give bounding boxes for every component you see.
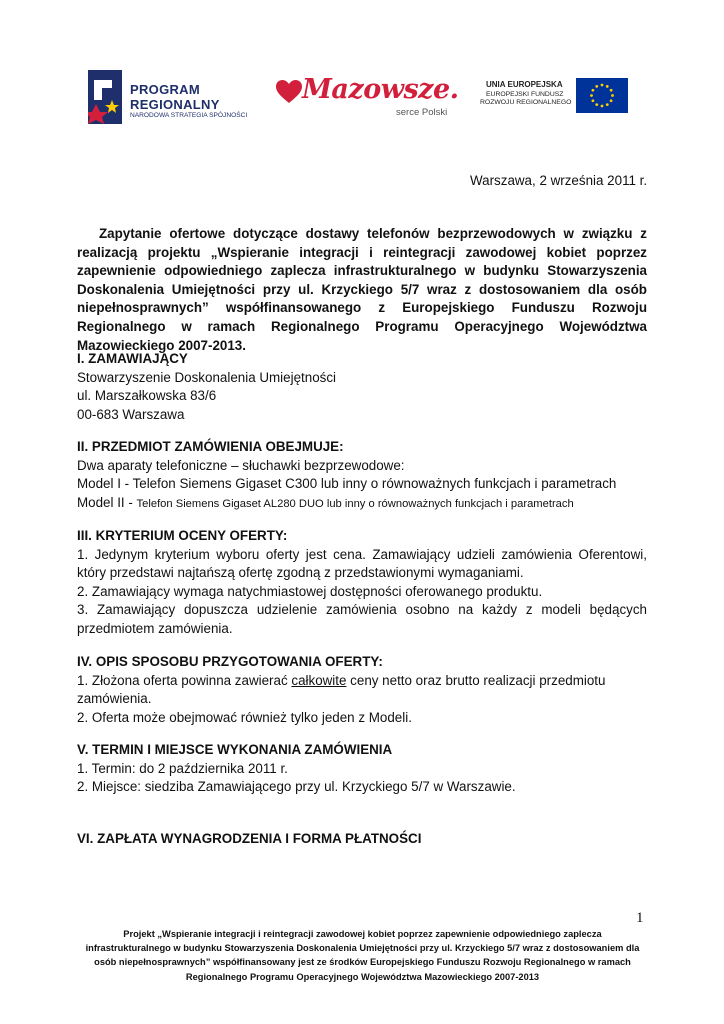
intro-text: Zapytanie ofertowe dotyczące dostawy telefonów bezprzewodowych w związku z realizacją projektu „Wspieranie integracji i reintegracji zawodowej kobiet poprzez zapewnienie odpowiedniego zaplecza infrastrukturalnego w budynku Stowarzyszenia Doskonalenia Umiejętności przy ul. Krzyckiego 5/7 wraz z dostosowaniem dla osób niepełnosprawnych” współfinansowanego z Europejskiego Funduszu Rozwoju Regionalnego w ramach Regionalnego Programu Operacyjnego Województwa Mazowieckiego 2007-2013.: [77, 226, 647, 353]
mazowsze-tagline: serce Polski: [396, 107, 448, 118]
section-6-heading: VI. ZAPŁATA WYNAGRODZENIA I FORMA PŁATNOŚCI: [77, 831, 422, 846]
eu-line3: ROZWOJU REGIONALNEGO: [480, 99, 572, 106]
kryterium-point-2: 2. Zamawiający wymaga natychmiastowej dostępności oferowanego produktu.: [77, 583, 543, 599]
section-opis: [77, 653, 647, 727]
model-2-prefix: Model II -: [77, 494, 137, 510]
eu-star-icon: [610, 89, 613, 92]
program-regionalny-emblem-icon: [88, 70, 122, 124]
termin-point-2: 2. Miejsce: siedziba Zamawiającego przy ul. Krzyckiego 5/7 w Warszawie.: [77, 779, 516, 795]
przedmiot-intro: Dwa aparaty telefoniczne – słuchawki bezprzewodowe:: [77, 457, 405, 473]
section-termin: [77, 741, 647, 797]
logo-left-line1: PROGRAM: [130, 82, 200, 97]
section-4-heading: IV. OPIS SPOSOBU PRZYGOTOWANIA OFERTY:: [77, 654, 383, 669]
logo-mazowsze: [276, 74, 459, 122]
footer-note: Projekt „Wspieranie integracji i reintegracji zawodowej kobiet poprzez zapewnienie odpowiedniego zaplecza infrastrukturalnego w budynku Stowarzyszenia Doskonalenia Umiejętności przy ul. Krzyckiego 5/7 wraz z dostosowaniem dla osób niepełnosprawnych” współfinansowany jest ze środków Europejskiego Funduszu Rozwoju Regionalnego w ramach Regionalnego Programu Operacyjnego Województwa Mazowieckiego 2007-2013: [85, 929, 640, 982]
eu-star-icon: [595, 103, 598, 106]
kryterium-point-3: 3. Zamawiający dopuszcza udzielenie zamówienia osobno na każdy z modeli będących przedmiotem zamówienia.: [77, 602, 647, 636]
intro-paragraph: [77, 225, 647, 355]
model-1-line: Model I - Telefon Siemens Gigaset C300 lub inny o równoważnych funkcjach i parametrach: [77, 476, 617, 492]
logo-unia-europejska: [478, 78, 630, 114]
eu-line2: EUROPEJSKI FUNDUSZ: [486, 91, 564, 98]
eu-star-icon: [606, 85, 609, 88]
section-5-heading: V. TERMIN I MIEJSCE WYKONANIA ZAMÓWIENIA: [77, 742, 393, 757]
eu-star-icon: [592, 89, 595, 92]
opis-point-1-underlined: całkowite: [291, 672, 347, 688]
page-number: 1: [636, 910, 644, 926]
heart-icon: [276, 80, 302, 104]
logo-program-regionalny: [88, 70, 258, 126]
kryterium-point-1: 1. Jedynym kryterium wyboru oferty jest cena. Zamawiający udzieli zamówienia Oferentowi, który przedstawi najtańszą ofertę zgodną z przedstawionymi wymaganiami.: [77, 546, 647, 581]
zamawiajacy-line-2: ul. Marszałkowska 83/6: [77, 388, 217, 404]
section-2-heading: II. PRZEDMIOT ZAMÓWIENIA OBEJMUJE:: [77, 439, 344, 454]
zamawiajacy-line-1: Stowarzyszenie Doskonalenia Umiejętności: [77, 369, 337, 385]
zamawiajacy-line-3: 00-683 Warszawa: [77, 406, 185, 422]
section-1-heading: I. ZAMAWIAJĄCY: [77, 351, 188, 366]
eu-star-icon: [590, 94, 593, 97]
section-3-heading: III. KRYTERIUM OCENY OFERTY:: [77, 528, 288, 543]
eu-star-icon: [595, 85, 598, 88]
eu-star-icon: [601, 84, 604, 87]
eu-star-icon: [610, 99, 613, 102]
termin-point-1: 1. Termin: do 2 października 2011 r.: [77, 760, 288, 776]
eu-star-icon: [592, 99, 595, 102]
model-2-line: [77, 494, 647, 514]
eu-star-icon: [611, 94, 614, 97]
opis-point-2: 2. Oferta może obejmować również tylko jeden z Modeli.: [77, 709, 412, 725]
opis-point-1-end: ceny netto oraz brutto realizacji przedmiotu zamówienia.: [77, 672, 606, 707]
eu-line1: UNIA EUROPEJSKA: [486, 80, 563, 89]
section-przedmiot: [77, 438, 647, 513]
model-2-rest: Telefon Siemens Gigaset AL280 DUO lub inny o równoważnych funkcjach i parametrach: [136, 497, 574, 510]
document-date: Warszawa, 2 września 2011 r.: [470, 173, 648, 188]
eu-star-icon: [601, 105, 604, 108]
logo-left-line3: NARODOWA STRATEGIA SPÓJNOŚCI: [130, 112, 248, 119]
eu-star-icon: [606, 103, 609, 106]
mazowsze-wordmark: Mazowsze.: [302, 74, 459, 105]
opis-point-1-start: 1. Złożona oferta powinna zawierać: [77, 672, 292, 688]
logo-left-line2: REGIONALNY: [130, 97, 220, 112]
opis-point-1: [77, 672, 622, 709]
eu-flag-icon: [576, 78, 628, 113]
section-kryterium: [77, 527, 647, 639]
section-zamawiajacy: [77, 350, 647, 424]
